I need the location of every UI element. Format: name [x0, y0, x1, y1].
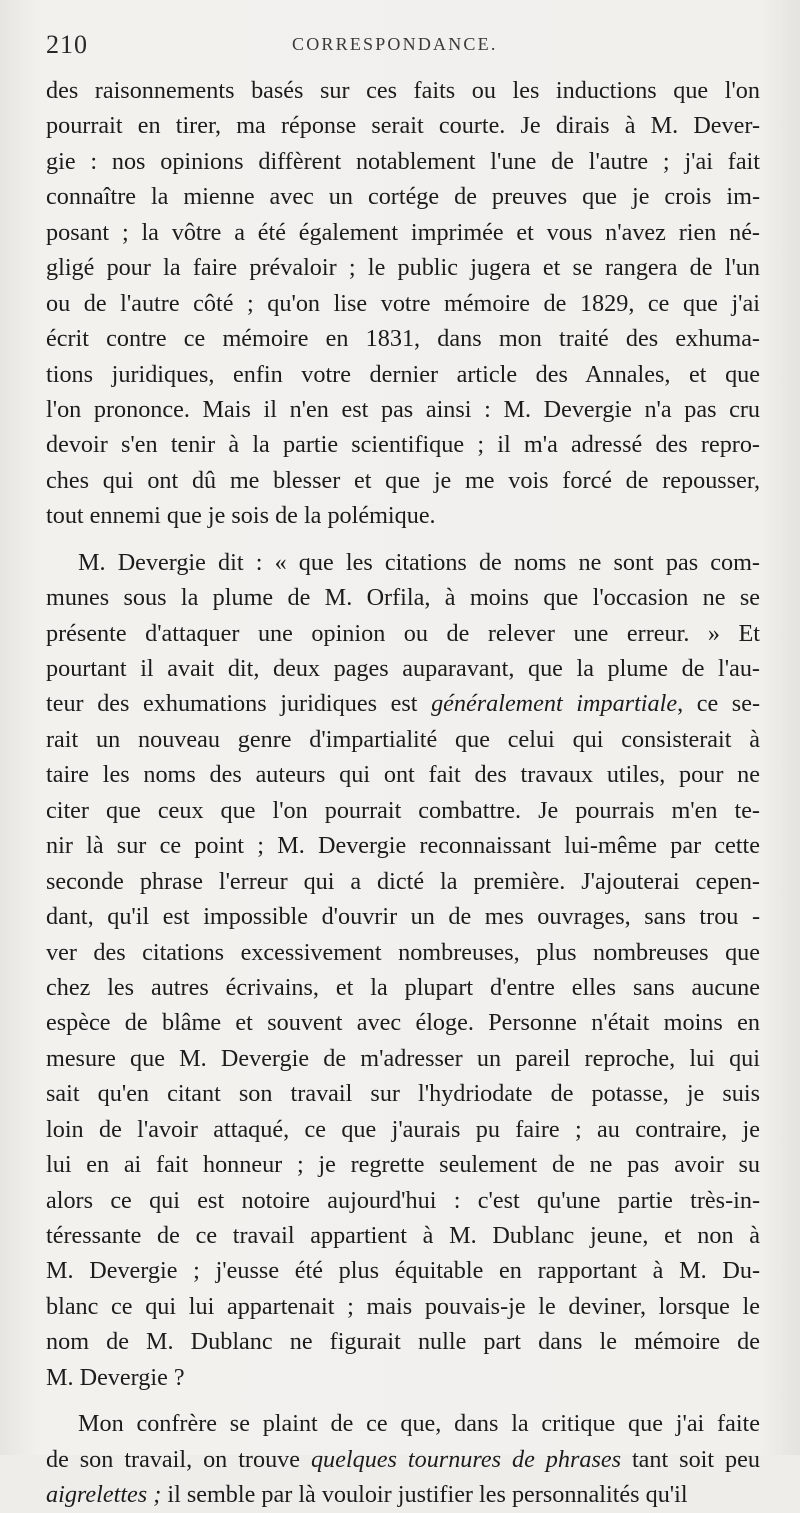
body-text — [46, 73, 760, 1513]
text-line — [46, 1076, 760, 1111]
text-line — [46, 1112, 760, 1147]
text-line — [46, 793, 760, 828]
text-line — [46, 392, 760, 427]
text-segment: tout ennemi que je sois de la polémique. — [46, 502, 436, 530]
text-line — [46, 463, 760, 498]
text-line — [46, 144, 760, 179]
text-segment: Mon confrère se plaint de ce que, dans la critique que j'ai faite — [78, 1410, 760, 1438]
italic-text: généralement impartiale — [431, 690, 678, 718]
text-line — [46, 427, 760, 462]
text-segment: nir là sur ce point ; M. Devergie reconnaissant lui-même par cette — [46, 832, 760, 860]
text-line — [46, 935, 760, 970]
paragraph — [46, 545, 760, 1396]
text-line — [46, 757, 760, 792]
text-segment: gligé pour la faire prévaloir ; le public jugera et se rangera de l'un — [46, 254, 760, 282]
text-line — [46, 108, 760, 143]
page-number: 210 — [46, 30, 88, 59]
text-segment: tant soit peu — [621, 1445, 760, 1473]
text-line — [46, 1406, 760, 1441]
text-segment: rait un nouveau genre d'impartialité que celui qui consisterait à — [46, 725, 760, 753]
text-line — [46, 616, 760, 651]
text-segment: gie : nos opinions diffèrent notablement l'une de l'autre ; j'ai fait — [46, 147, 760, 175]
text-line — [46, 357, 760, 392]
text-line — [46, 1360, 760, 1395]
text-line — [46, 1005, 760, 1040]
text-segment: écrit contre ce mémoire en 1831, dans mon traité des exhuma- — [46, 325, 760, 353]
text-line — [46, 651, 760, 686]
text-segment: tions juridiques, enfin votre dernier article des Annales, et que — [46, 360, 760, 388]
italic-text: aigrelettes ; — [46, 1481, 162, 1509]
text-segment: seconde phrase l'erreur qui a dicté la première. J'ajouterai cepen- — [46, 867, 760, 895]
paragraph — [46, 1406, 760, 1512]
text-segment: posant ; la vôtre a été également imprimée et vous n'avez rien né- — [46, 218, 760, 246]
text-line — [46, 1289, 760, 1324]
text-segment: il semble par là vouloir justifier les personnalités qu'il — [161, 1481, 688, 1509]
text-line — [46, 545, 760, 580]
text-segment: mesure que M. Devergie de m'adresser un pareil reproche, lui qui — [46, 1044, 760, 1072]
text-line — [46, 686, 760, 721]
text-line — [46, 1253, 760, 1288]
text-line — [46, 1477, 760, 1512]
text-segment: des raisonnements basés sur ces faits ou les inductions que l'on — [46, 77, 760, 104]
text-line — [46, 722, 760, 757]
text-segment: devoir s'en tenir à la partie scientifique ; il m'a adressé des repro- — [46, 431, 760, 459]
text-line — [46, 215, 760, 250]
text-segment: téressante de ce travail appartient à M. Dublanc jeune, et non à — [46, 1222, 760, 1249]
text-segment: taire les noms des auteurs qui ont fait des travaux utiles, pour ne — [46, 761, 760, 789]
text-line — [46, 899, 760, 934]
text-line — [46, 1442, 760, 1477]
text-segment: M. Devergie dit : « que les citations de noms ne sont pas com- — [78, 548, 760, 576]
text-segment: l'on prononce. Mais il n'en est pas ainsi : M. Devergie n'a pas cru — [46, 395, 760, 423]
text-segment: citer que ceux que l'on pourrait combattre. Je pourrais m'en te- — [46, 796, 760, 824]
text-segment: présente d'attaquer une opinion ou de relever une erreur. » Et — [46, 619, 760, 647]
text-line — [46, 828, 760, 863]
text-segment: de son travail, on trouve — [46, 1445, 311, 1473]
text-line — [46, 1218, 760, 1253]
text-line — [46, 1041, 760, 1076]
text-line — [46, 1324, 760, 1359]
text-line — [46, 286, 760, 321]
text-segment: M. Devergie ? — [46, 1363, 185, 1391]
text-segment: lui en ai fait honneur ; je regrette seulement de ne pas avoir su — [46, 1151, 760, 1179]
text-segment: teur des exhumations juridiques est — [46, 690, 432, 718]
text-segment: loin de l'avoir attaqué, ce que j'aurais pu faire ; au contraire, je — [46, 1115, 760, 1143]
text-segment: pourrait en tirer, ma réponse serait courte. Je dirais à M. Dever- — [46, 112, 760, 140]
text-segment: M. Devergie ; j'eusse été plus équitable en rapportant à M. Du- — [46, 1257, 760, 1285]
text-segment: espèce de blâme et souvent avec éloge. Personne n'était moins en — [46, 1009, 760, 1037]
text-line — [46, 179, 760, 214]
text-segment: ou de l'autre côté ; qu'on lise votre mémoire de 1829, ce que j'ai — [46, 289, 760, 317]
text-line — [46, 250, 760, 285]
text-segment: pourtant il avait dit, deux pages auparavant, que la plume de l'au- — [46, 655, 760, 682]
text-line — [46, 1183, 760, 1218]
text-segment: chez les autres écrivains, et la plupart d'entre elles sans aucune — [46, 973, 760, 1001]
text-segment: , ce se- — [677, 690, 760, 718]
italic-text: quelques tournures de phrases — [310, 1445, 622, 1473]
running-head — [46, 30, 766, 70]
text-line — [46, 321, 760, 356]
text-line — [46, 580, 760, 615]
text-segment: ver des citations excessivement nombreuses, plus nombreuses que — [46, 938, 760, 966]
text-line — [46, 73, 760, 108]
text-line — [46, 970, 760, 1005]
text-segment: sait qu'en citant son travail sur l'hydriodate de potasse, je suis — [46, 1080, 760, 1108]
paragraph — [46, 73, 760, 534]
text-line — [46, 864, 760, 899]
text-line — [46, 1147, 760, 1182]
text-segment: munes sous la plume de M. Orfila, à moins que l'occasion ne se — [46, 584, 760, 612]
text-line — [46, 498, 760, 533]
text-segment: ches qui ont dû me blesser et que je me vois forcé de repousser, — [46, 466, 760, 494]
text-segment: dant, qu'il est impossible d'ouvrir un de mes ouvrages, sans trou - — [46, 903, 760, 931]
running-title: CORRESPONDANCE. — [292, 34, 498, 54]
text-segment: connaître la mienne avec un cortége de preuves que je crois im- — [46, 183, 760, 211]
text-segment: alors ce qui est notoire aujourd'hui : c'est qu'une partie très-in- — [46, 1186, 760, 1214]
text-segment: nom de M. Dublanc ne figurait nulle part dans le mémoire de — [46, 1328, 760, 1356]
text-segment: blanc ce qui lui appartenait ; mais pouvais-je le deviner, lorsque le — [46, 1292, 760, 1320]
